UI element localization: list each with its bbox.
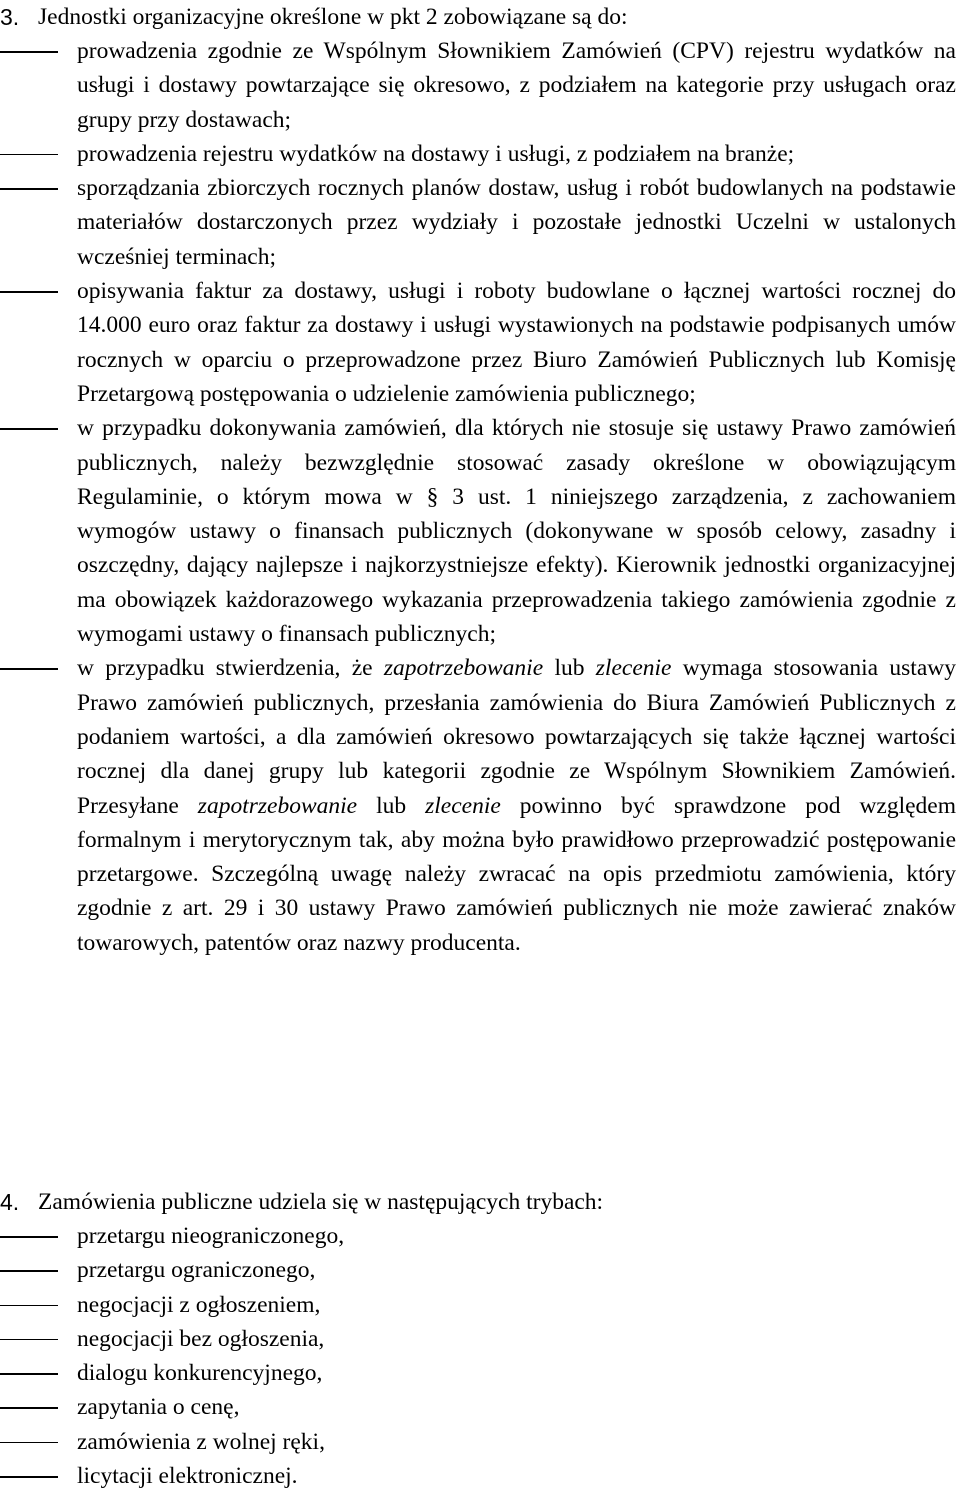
dash-bullet [0, 651, 58, 685]
list-item [0, 1390, 960, 1424]
list-item [0, 1322, 960, 1356]
list-item-text: zapytania o cenę, [77, 1394, 240, 1421]
dash-bullet [0, 1390, 58, 1424]
list-item-text: negocjacji bez ogłoszenia, [77, 1325, 325, 1352]
italic-term: zlecenie [425, 792, 501, 819]
list-item [0, 34, 960, 137]
list-item-text: przetargu nieograniczonego, [77, 1223, 345, 1249]
dash-bullet [0, 137, 58, 171]
list-item [0, 1459, 960, 1493]
section-heading [0, 0, 960, 34]
list-item-text: przetargu ograniczonego, [77, 1257, 316, 1284]
dash-bullet [0, 1425, 58, 1459]
list-item [0, 1219, 960, 1253]
list-item [0, 411, 960, 651]
list-item [0, 1253, 960, 1287]
dash-bullet [0, 34, 58, 68]
list-item-text-part: w przypadku stwierdzenia, że [77, 655, 384, 682]
list-item-text: licytacji elektronicznej. [77, 1463, 298, 1490]
dash-bullet [0, 171, 58, 205]
section-heading [0, 1185, 960, 1219]
dash-bullet [0, 1459, 58, 1493]
list-item-text: prowadzenia zgodnie ze Wspólnym Słownikiem Zamówień (CPV) rejestru wydatków na usługi i dostawy powtarzające się okresowo, z podziałem na kategorie przy usługach oraz grupy przy dostawach; [77, 38, 956, 133]
obligations-list [0, 34, 960, 960]
dash-bullet [0, 1322, 58, 1356]
dash-bullet [0, 274, 58, 308]
list-item-text-part: lub [543, 655, 596, 682]
list-item [0, 137, 960, 171]
list-item-text: sporządzania zbiorczych rocznych planów dostaw, usług i robót budowlanych na podstawie materiałów dostarczonych przez wydziały i pozostałe jednostki Uczelni w ustalonych wcześniej terminach; [77, 175, 956, 270]
list-item-text-part: wymaga stosowania ustawy Prawo zamówień publicznych, przesłania zamówienia do Biura Zamówień Publicznych z podaniem wartości, a dla zamówień okresowo powtarzających się także łącznej wartości rocznej dla danej grupy lub kategorii zgodnie ze Wspólnym Słownikiem Zamówień. Przesyłane [77, 655, 956, 819]
italic-term: zapotrzebowanie [197, 792, 358, 819]
dash-bullet [0, 411, 58, 445]
list-item-text: prowadzenia rejestru wydatków na dostawy i usługi, z podziałem na branże; [77, 140, 795, 167]
dash-bullet [0, 1356, 58, 1390]
list-item-text-part: lub [357, 792, 426, 819]
dash-bullet [0, 1253, 58, 1287]
section-number: 4. [0, 1189, 20, 1215]
list-item-text: opisywania faktur za dostawy, usługi i roboty budowlane o łącznej wartości rocznej do 14.000 euro oraz faktur za dostawy i usługi wystawionych na podstawie podpisanych umów rocznych w oparciu o przeprowadzone przez Biuro Zamówień Publicznych lub Komisję Przetargową postępowania o udzielenie zamówienia publicznego; [77, 278, 956, 407]
italic-term: zapotrzebowanie [383, 655, 544, 682]
list-item-text-part: powinno być sprawdzone pod względem formalnym i merytorycznym tak, aby można było prawidłowo przeprowadzić postępowanie przetargowe. Szczególną uwagę należy zwracać na opis przedmiotu zamówienia, który zgodnie z art. 29 i 30 ustawy Prawo zamówień publicznych nie może zawierać znaków towarowych, patentów oraz nazwy producenta. [77, 792, 957, 956]
list-item-text: negocjacji z ogłoszeniem, [77, 1291, 321, 1318]
list-item-text: dialogu konkurencyjnego, [77, 1360, 323, 1387]
list-item-text: w przypadku dokonywania zamówień, dla których nie stosuje się ustawy Prawo zamówień publicznych, należy bezwzględnie stosować zasady określone w obowiązującym Regulaminie, o którym mowa w § 3 ust. 1 niniejszego zarządzenia, z zachowaniem wymogów ustawy o finansach publicznych (dokonywane w sposób celowy, zasadny i oszczędny, dający najlepsze i najkorzystniejsze efekty). Kierownik jednostki organizacyjnej ma obowiązek każdorazowego wykazania przeprowadzenia takiego zamówienia zgodnie z wymogami ustawy o finansach publicznych; [77, 415, 956, 648]
list-item [0, 1425, 960, 1459]
dash-bullet [0, 1219, 58, 1253]
list-item [0, 651, 960, 960]
list-item [0, 1288, 960, 1322]
list-item [0, 1356, 960, 1390]
section-heading-text: Zamówienia publiczne udziela się w następujących trybach: [38, 1189, 604, 1215]
list-item [0, 171, 960, 274]
dash-bullet [0, 1288, 58, 1322]
section-number: 3. [0, 4, 20, 30]
list-item-text: zamówienia z wolnej ręki, [77, 1428, 325, 1455]
section-4 [0, 1185, 960, 1493]
italic-term: zlecenie [595, 655, 672, 682]
section-heading-text: Jednostki organizacyjne określone w pkt 2 zobowiązane są do: [38, 4, 628, 30]
procedure-modes-list [0, 1219, 960, 1493]
list-item [0, 274, 960, 411]
